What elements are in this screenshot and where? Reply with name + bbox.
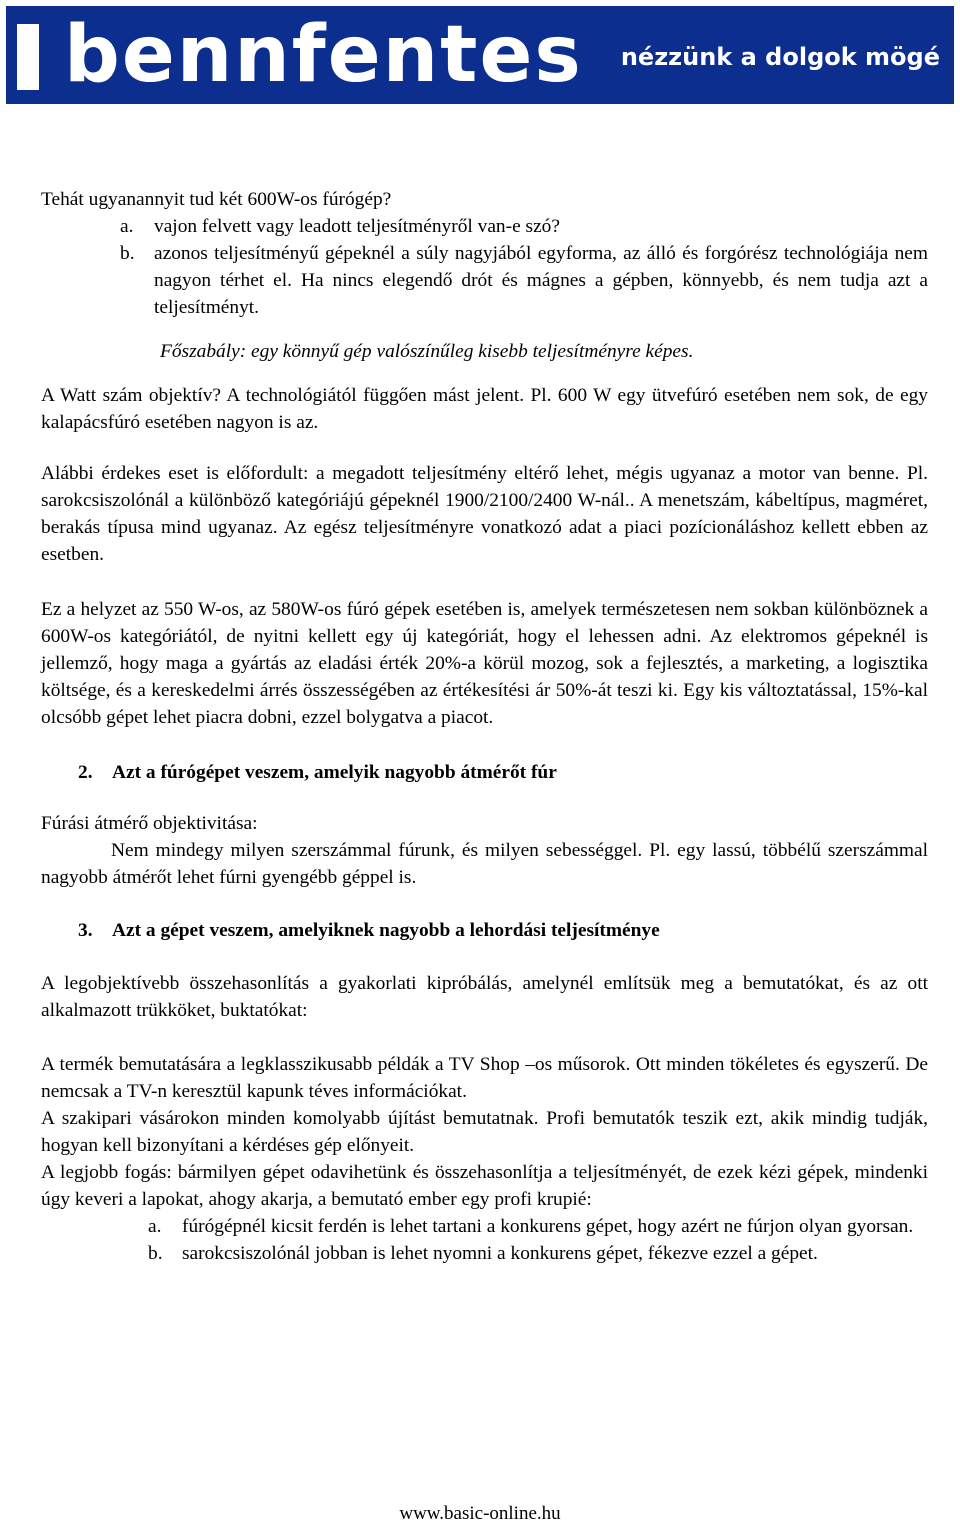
list-text: fúrógépnél kicsit ferdén is lehet tartani a konkurens gépet, hogy azért ne fúrjon olyan gyorsan. bbox=[182, 1216, 914, 1237]
list-item bbox=[41, 213, 928, 240]
list-text: vajon felvett vagy leadott teljesítményről van-e szó? bbox=[154, 216, 560, 237]
diameter-title: Fúrási átmérő objektivitása: bbox=[41, 813, 258, 834]
footer-url: www.basic-online.hu bbox=[399, 1503, 561, 1524]
paragraph-situation: Ez a helyzet az 550 W-os, az 580W-os fúró gépek esetében is, amelyek természetesen nem sokban különböznek a 600W-os kategóriától, de nyitni kellett egy új kategóriát, hogy el lehessen adni. Az elektromos gépeknél is jellemző, hogy maga a gyártás az eladási érték 20%-a körül mozog, sok a fejlesztés, a marketing, a logisztika költsége, és a kereskedelmi árrés összességében az értékesítési ár 50%-át teszi ki. Egy kis változtatással, 15%-kal olcsóbb gépet lehet piacra dobni, ezzel bolygatva a piacot. bbox=[41, 599, 928, 728]
list-marker: b. bbox=[148, 1243, 163, 1264]
paragraph-diameter: Nem mindegy milyen szerszámmal fúrunk, és milyen sebességgel. Pl. egy lassú, többélű szerszámmal nagyobb átmérőt lehet fúrni gyengébb géppel is. bbox=[41, 840, 928, 888]
paragraph-interesting: Alábbi érdekes eset is előfordult: a megadott teljesítmény eltérő lehet, mégis ugyanaz a motor van benne. Pl. sarokcsiszolónál a különböző kategóriájú gépeknél 1900/2100/2400 W-nál.. A menetszám, kábeltípus, magméret, berakás típusa mind ugyanaz. Az egész teljesítményre vonatkozó adat a piaci pozícionáláshoz kellett ebben az esetben. bbox=[41, 463, 928, 565]
paragraph-tvshop: A termék bemutatására a legklasszikusabb példák a TV Shop –os műsorok. Ott minden tökéletes és egyszerű. De nemcsak a TV-n keresztül kapunk téves információkat. bbox=[41, 1054, 928, 1102]
paragraph-watt: A Watt szám objektív? A technológiától függően mást jelent. Pl. 600 W egy ütvefúró esetében nem sok, de egy kalapácsfúró esetében nagyon is az. bbox=[41, 385, 928, 433]
document-body bbox=[41, 186, 928, 1267]
list-item bbox=[41, 1240, 928, 1267]
list-text: azonos teljesítményű gépeknél a súly nagyjából egyforma, az álló és forgórész technológiája nem nagyon térhet el. Ha nincs elegendő drót és mágnes a gépben, könnyebb, és nem tudja azt a teljesítményt. bbox=[154, 243, 928, 318]
paragraph-fairs: A szakipari vásárokon minden komolyabb újítást bemutatnak. Profi bemutatók teszik ezt, akik mindig tudják, hogyan kell bizonyítani a kérdéses gép előnyeit. bbox=[41, 1108, 928, 1156]
brand-logo: bennfentes bbox=[64, 10, 583, 100]
rule-statement: Főszabály: egy könnyű gép valószínűleg kisebb teljesítményre képes. bbox=[160, 341, 694, 362]
heading-number: 3. bbox=[78, 920, 93, 941]
header-banner bbox=[6, 6, 954, 104]
section-heading-3 bbox=[41, 917, 928, 944]
heading-text: Azt a gépet veszem, amelyiknek nagyobb a lehordási teljesítménye bbox=[112, 920, 660, 941]
heading-text: Azt a fúrógépet veszem, amelyik nagyobb átmérőt fúr bbox=[112, 762, 557, 783]
list-text: sarokcsiszolónál jobban is lehet nyomni a konkurens gépet, fékezve ezzel a gépet. bbox=[182, 1243, 818, 1264]
paragraph-trick: A legjobb fogás: bármilyen gépet odavihetünk és összehasonlítja a teljesítményét, de ezek kézi gépek, mindenki úgy keveri a lapokat, ahogy akarja, a bemutató ember egy profi krupié: bbox=[41, 1162, 928, 1210]
tagline: nézzünk a dolgok mögé bbox=[620, 43, 940, 71]
list-marker: b. bbox=[120, 243, 135, 264]
list-marker: a. bbox=[148, 1216, 162, 1237]
section-heading-2 bbox=[41, 759, 928, 786]
intro-question: Tehát ugyanannyit tud két 600W-os fúrógép? bbox=[41, 189, 392, 210]
list-item bbox=[41, 1213, 928, 1240]
paragraph-objective: A legobjektívebb összehasonlítás a gyakorlati kipróbálás, amelynél említsük meg a bemutatókat, és az ott alkalmazott trükköket, buktatókat: bbox=[41, 973, 928, 1021]
heading-number: 2. bbox=[78, 762, 93, 783]
list-item bbox=[41, 240, 928, 321]
logo-bar-icon bbox=[17, 24, 39, 90]
list-marker: a. bbox=[120, 216, 134, 237]
